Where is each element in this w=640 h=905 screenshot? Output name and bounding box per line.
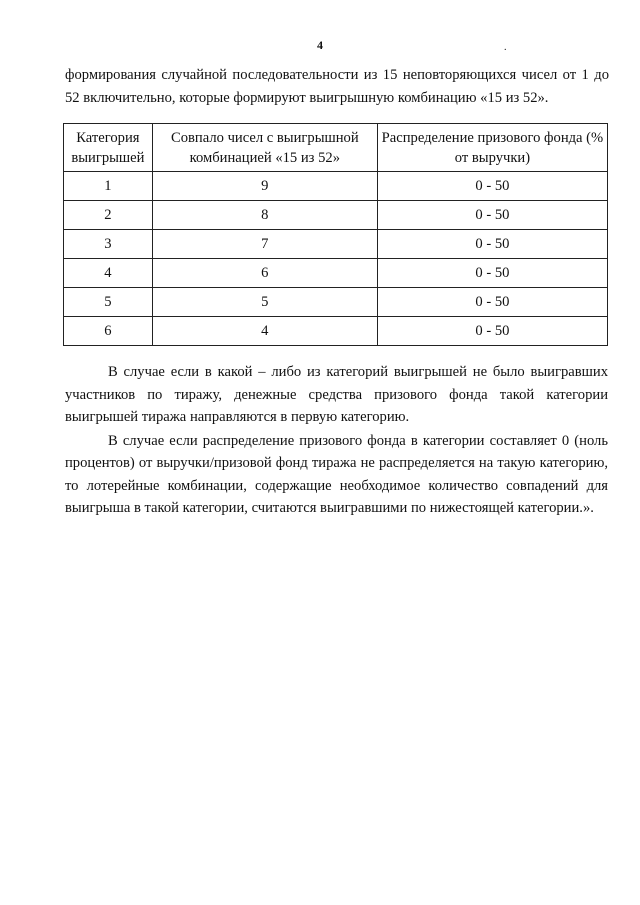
table-row — [64, 288, 608, 317]
header-category: Категория выигрышей — [64, 124, 153, 172]
cell-fund: 0 - 50 — [377, 317, 607, 346]
cell-matched: 9 — [152, 172, 377, 201]
body-text — [65, 361, 608, 520]
cell-category: 5 — [64, 288, 153, 317]
cell-fund: 0 - 50 — [377, 259, 607, 288]
cell-category: 2 — [64, 201, 153, 230]
cell-fund: 0 - 50 — [377, 230, 607, 259]
cell-category: 3 — [64, 230, 153, 259]
table-row — [64, 317, 608, 346]
intro-paragraph: формирования случайной последовательности из 15 неповторяющихся чисел от 1 до 52 включительно, которые формируют выигрышную комбинацию «15 из 52». — [65, 67, 609, 106]
cell-matched: 6 — [152, 259, 377, 288]
table-row — [64, 201, 608, 230]
cell-matched: 8 — [152, 201, 377, 230]
cell-category: 6 — [64, 317, 153, 346]
table-header-row — [64, 124, 608, 172]
cell-matched: 5 — [152, 288, 377, 317]
cell-category: 4 — [64, 259, 153, 288]
cell-fund: 0 - 50 — [377, 172, 607, 201]
cell-fund: 0 - 50 — [377, 288, 607, 317]
cell-matched: 7 — [152, 230, 377, 259]
header-prize-fund: Распределение призового фонда (% от выручки) — [377, 124, 607, 172]
header-matched-numbers: Совпало чисел с выигрышной комбинацией «15 из 52» — [152, 124, 377, 172]
cell-fund: 0 - 50 — [377, 201, 607, 230]
cell-matched: 4 — [152, 317, 377, 346]
table-row — [64, 172, 608, 201]
cell-category: 1 — [64, 172, 153, 201]
paragraph-no-winners: В случае если в какой – либо из категорий выигрышей не было выигравших участников по тиражу, денежные средства призового фонда такой категории выигрышей тиража направляются в первую категорию. — [65, 364, 608, 425]
page-number: 4 — [317, 38, 323, 52]
table-row — [64, 259, 608, 288]
page-mark: . — [504, 42, 507, 53]
prize-distribution-table — [63, 123, 608, 346]
table-row — [64, 230, 608, 259]
paragraph-zero-distribution: В случае если распределение призового фонда в категории составляет 0 (ноль процентов) от выручки/призовой фонд тиража не распределяется на такую категорию, то лотерейные комбинации, содержащие необходимое количество совпадений для выигрыша в такой категории, считаются выигравшими по нижестоящей категории.». — [65, 432, 608, 516]
